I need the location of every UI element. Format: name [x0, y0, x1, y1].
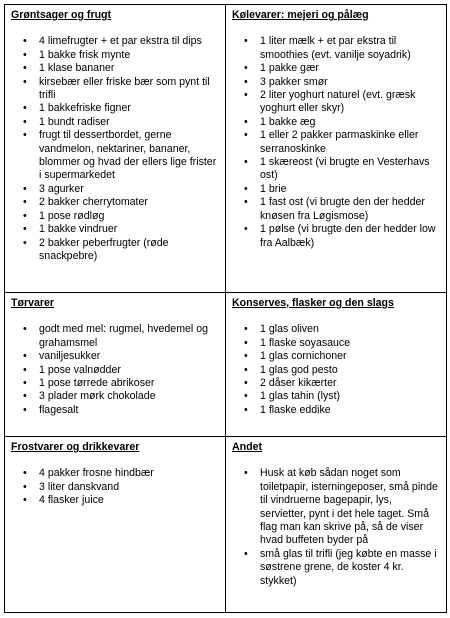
list-item: • 1 pølse (vi brugte den der hedder low fra Aalbæk)	[260, 223, 440, 250]
list-item: • 1 glas tahin (lyst)	[260, 390, 440, 403]
list-item: • 2 liter yoghurt naturel (evt. græsk yoghurt eller skyr)	[260, 89, 440, 116]
list-item: • 1 pose rødløg	[39, 210, 219, 223]
list-item: • 1 bakke frisk mynte	[39, 49, 219, 62]
list-item: • 1 skæreost (vi brugte en Vesterhavs ost)	[260, 156, 440, 183]
section-cell	[5, 437, 226, 613]
list-item: • 1 bundt radiser	[39, 116, 219, 129]
list-item: • 1 glas oliven	[260, 323, 440, 336]
item-list	[11, 467, 219, 507]
list-item: • 3 plader mørk chokolade	[39, 390, 219, 403]
section-title: Tørvarer	[11, 297, 54, 309]
list-item: • 3 pakker smør	[260, 76, 440, 89]
section-cell	[226, 437, 447, 613]
list-item: • 1 pose valnødder	[39, 364, 219, 377]
list-item: • 1 klase bananer	[39, 62, 219, 75]
section-title: Kølevarer: mejeri og pålæg	[232, 9, 369, 21]
list-item: • 1 liter mælk + et par ekstra til smoothies (evt. vanilje soyadrik)	[260, 35, 440, 62]
list-item: • 1 bakke vindruer	[39, 223, 219, 236]
list-item: • 1 fast ost (vi brugte den der hedder knøsen fra Løgismose)	[260, 196, 440, 223]
list-item: • 4 limefrugter + et par ekstra til dips	[39, 35, 219, 48]
list-item: • 1 glas god pesto	[260, 364, 440, 377]
list-item: • 4 pakker frosne hindbær	[39, 467, 219, 480]
table-row	[5, 5, 447, 293]
list-item: • 1 pakke gær	[260, 62, 440, 75]
item-list	[11, 323, 219, 417]
section-cell	[226, 5, 447, 293]
section-title: Grøntsager og frugt	[11, 9, 112, 21]
list-item: • Husk at køb sådan noget som toiletpapir, isterningeposer, små pinde til vindruerne bagepapir, lys, servietter, pynt i det hele taget. Små flag man kan skrive på, så de viser hvad buffeten byder på	[260, 467, 440, 547]
list-item: • frugt til dessertbordet, gerne vandmelon, nektariner, bananer, blommer og hvad der ellers lige frister i supermarkedet	[39, 129, 219, 183]
list-item: • 1 brie	[260, 183, 440, 196]
list-item: • 1 flaske soyasauce	[260, 337, 440, 350]
section-title: Frostvarer og drikkevarer	[11, 441, 140, 453]
list-item: • 3 liter danskvand	[39, 481, 219, 494]
list-item: • 1 eller 2 pakker parmaskinke eller serranoskinke	[260, 129, 440, 156]
shopping-list-table	[4, 4, 447, 613]
list-item: • kirsebær eller friske bær som pynt til trifli	[39, 76, 219, 103]
section-cell	[5, 5, 226, 293]
item-list	[232, 323, 440, 417]
list-item: • godt med mel: rugmel, hvedemel og grahamsmel	[39, 323, 219, 350]
list-item: • vaniljesukker	[39, 350, 219, 363]
item-list	[232, 35, 440, 250]
item-list	[11, 35, 219, 263]
section-title: Konserves, flasker og den slags	[232, 297, 394, 309]
table-row	[5, 293, 447, 437]
table-row	[5, 437, 447, 613]
list-item: • 2 bakker cherrytomater	[39, 196, 219, 209]
list-item: • 3 agurker	[39, 183, 219, 196]
list-item: • 1 pose tørrede abrikoser	[39, 377, 219, 390]
section-title: Andet	[232, 441, 263, 453]
list-item: • 1 glas cornichoner	[260, 350, 440, 363]
section-cell	[5, 293, 226, 437]
list-item: • 4 flasker juice	[39, 494, 219, 507]
list-item: • 1 bakkefriske figner	[39, 102, 219, 115]
list-item: • 2 bakker peberfrugter (røde snackpebre)	[39, 237, 219, 264]
list-item: • 1 flaske eddike	[260, 404, 440, 417]
list-item: • flagesalt	[39, 404, 219, 417]
list-item: • 2 dåser kikærter	[260, 377, 440, 390]
list-item: • små glas til trifli (jeg købte en masse i søstrene grene, de koster 4 kr. stykket)	[260, 548, 440, 588]
list-item: • 1 bakke æg	[260, 116, 440, 129]
item-list	[232, 467, 440, 588]
section-cell	[226, 293, 447, 437]
